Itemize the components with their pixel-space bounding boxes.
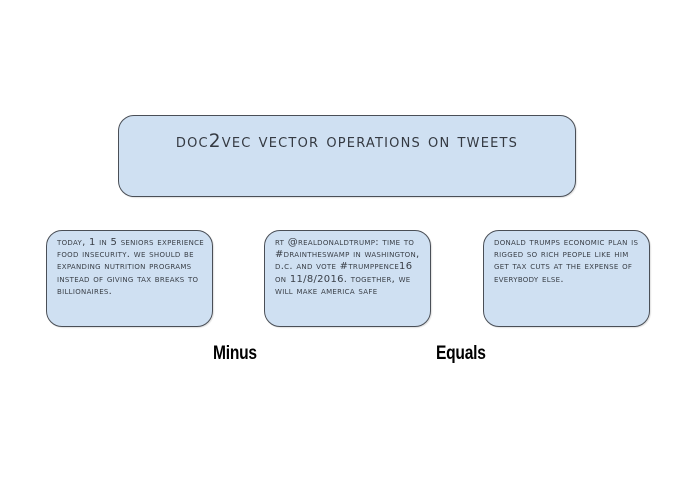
equals-operator-label: Equals [436,343,486,364]
tweet-box-food-insecurity [46,230,213,327]
tweet-text: today, 1 in 5 seniors experience food insecurity. we should be expanding nutrition programs instead of giving tax breaks to billionaires. [57,237,205,297]
title-box [118,115,576,197]
tweet-box-drain-the-swamp [264,230,431,327]
minus-operator-label: Minus [213,343,257,364]
tweet-text: rt @realdonaldtrump: time to #draintheswamp in washington, d.c. and vote #trumppence16 on 11/8/2016. together, we will make america safe [275,237,420,297]
tweet-box-economic-plan [483,230,650,327]
tweet-text: donald trumps economic plan is rigged so rich people like him get tax cuts at the expense of everybody else. [494,237,639,285]
diagram-title: doc2vec vector operations on tweets [175,131,519,152]
